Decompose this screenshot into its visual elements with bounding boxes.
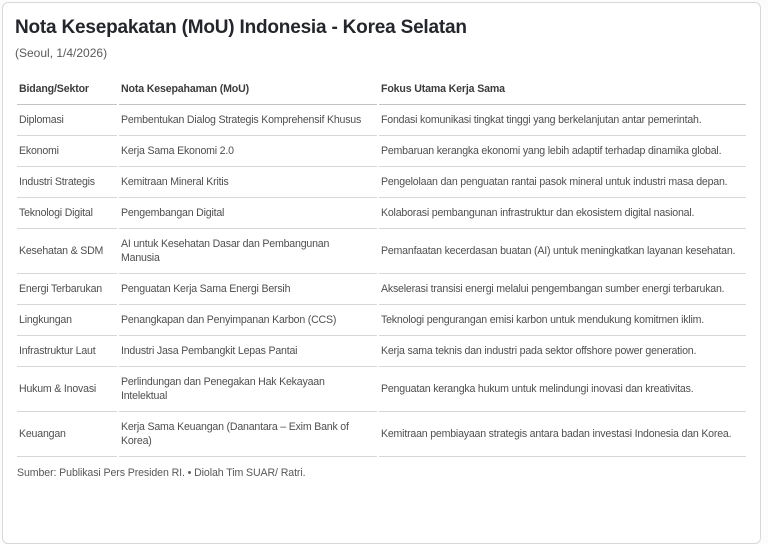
source-note: Sumber: Publikasi Pers Presiden RI. • Diolah Tim SUAR/ Ratri.: [17, 467, 306, 479]
cell-mou: Penangkapan dan Penyimpanan Karbon (CCS): [119, 305, 377, 336]
table-header: [17, 74, 746, 105]
table-row: [17, 198, 746, 229]
cell-mou: Kemitraan Mineral Kritis: [119, 167, 377, 198]
cell-mou: Pembentukan Dialog Strategis Komprehensif Khusus: [119, 105, 377, 136]
table-row: [17, 274, 746, 305]
header-row: [17, 74, 746, 105]
cell-fokus: Pemanfaatan kecerdasan buatan (AI) untuk meningkatkan layanan kesehatan.: [379, 229, 746, 274]
cell-sektor: Ekonomi: [17, 136, 117, 167]
cell-sektor: Keuangan: [17, 412, 117, 457]
column-header-bidang-sektor: Bidang/Sektor: [17, 74, 117, 105]
cell-sektor: Diplomasi: [17, 105, 117, 136]
cell-fokus: Teknologi pengurangan emisi karbon untuk mendukung komitmen iklim.: [379, 305, 746, 336]
table-body: [17, 105, 746, 457]
column-header-fokus-utama: Fokus Utama Kerja Sama: [379, 74, 746, 105]
table-row: [17, 305, 746, 336]
table-row: [17, 105, 746, 136]
cell-mou: Industri Jasa Pembangkit Lepas Pantai: [119, 336, 377, 367]
cell-fokus: Kolaborasi pembangunan infrastruktur dan ekosistem digital nasional.: [379, 198, 746, 229]
cell-mou: Perlindungan dan Penegakan Hak Kekayaan Intelektual: [119, 367, 377, 412]
page-title: Nota Kesepakatan (MoU) Indonesia - Korea Selatan: [15, 17, 467, 38]
mou-document-card: [2, 2, 761, 544]
table-row: [17, 136, 746, 167]
cell-mou: Pengembangan Digital: [119, 198, 377, 229]
table-row: [17, 167, 746, 198]
mou-table: [15, 74, 748, 457]
table-row: [17, 412, 746, 457]
table-row: [17, 336, 746, 367]
cell-fokus: Kerja sama teknis dan industri pada sektor offshore power generation.: [379, 336, 746, 367]
cell-sektor: Infrastruktur Laut: [17, 336, 117, 367]
cell-sektor: Kesehatan & SDM: [17, 229, 117, 274]
column-header-nota-kesepahaman: Nota Kesepahaman (MoU): [119, 74, 377, 105]
cell-mou: AI untuk Kesehatan Dasar dan Pembangunan Manusia: [119, 229, 377, 274]
table-row: [17, 229, 746, 274]
cell-fokus: Pembaruan kerangka ekonomi yang lebih adaptif terhadap dinamika global.: [379, 136, 746, 167]
cell-sektor: Energi Terbarukan: [17, 274, 117, 305]
cell-sektor: Teknologi Digital: [17, 198, 117, 229]
cell-fokus: Penguatan kerangka hukum untuk melindungi inovasi dan kreativitas.: [379, 367, 746, 412]
cell-fokus: Kemitraan pembiayaan strategis antara badan investasi Indonesia dan Korea.: [379, 412, 746, 457]
cell-mou: Penguatan Kerja Sama Energi Bersih: [119, 274, 377, 305]
cell-mou: Kerja Sama Ekonomi 2.0: [119, 136, 377, 167]
cell-sektor: Industri Strategis: [17, 167, 117, 198]
page-subtitle: (Seoul, 1/4/2026): [15, 46, 108, 60]
cell-sektor: Lingkungan: [17, 305, 117, 336]
table-row: [17, 367, 746, 412]
cell-sektor: Hukum & Inovasi: [17, 367, 117, 412]
cell-mou: Kerja Sama Keuangan (Danantara – Exim Bank of Korea): [119, 412, 377, 457]
cell-fokus: Akselerasi transisi energi melalui pengembangan sumber energi terbarukan.: [379, 274, 746, 305]
cell-fokus: Fondasi komunikasi tingkat tinggi yang berkelanjutan antar pemerintah.: [379, 105, 746, 136]
cell-fokus: Pengelolaan dan penguatan rantai pasok mineral untuk industri masa depan.: [379, 167, 746, 198]
